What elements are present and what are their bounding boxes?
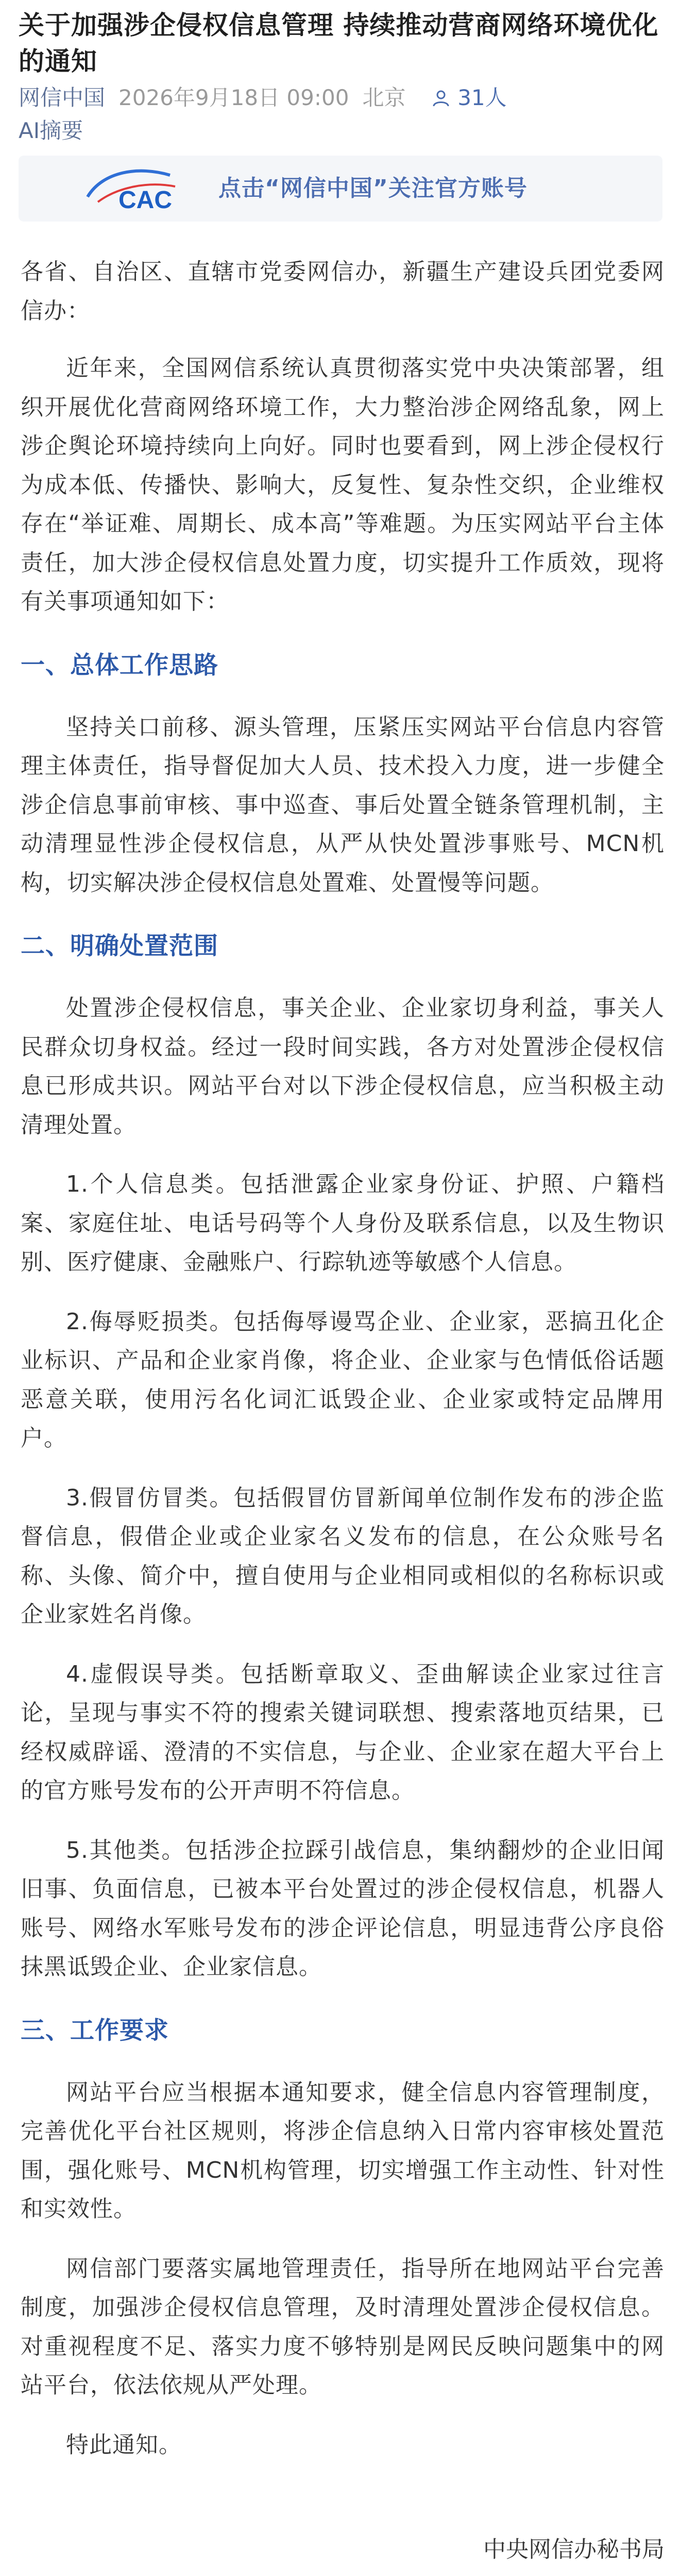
signature: 中央网信办秘书局 (483, 2536, 665, 2563)
follow-banner[interactable] (19, 156, 662, 222)
follow-banner-text: 点击“网信中国”关注官方账号 (218, 175, 528, 201)
publish-datetime: 2026年9月18日 09:00 (118, 85, 349, 110)
section-paragraph: 处置涉企侵权信息，事关企业、企业家切身利益，事关人民群众切身权益。经过一段时间实践，各方对处置涉企侵权信息已形成共识。网站平台对以下涉企侵权信息，应当积极主动清理处置。 (21, 995, 665, 1138)
section-paragraph: 网站平台应当根据本通知要求，健全信息内容管理制度，完善优化平台社区规则，将涉企信息纳入日常内容审核处置范围，强化账号、MCN机构管理，切实增强工作主动性、针对性和实效性。 (21, 2079, 665, 2222)
salutation: 各省、自治区、直辖市党委网信办，新疆生产建设兵团党委网信办： (21, 259, 665, 324)
section-paragraph: 5.其他类。包括涉企拉踩引战信息，集纳翻炒的企业旧闻旧事、负面信息，已被本平台处置过的涉企侵权信息，机器人账号、网络水军账号发布的涉企评论信息，明显违背公序良俗抹黑诋毁企业、企业家信息。 (21, 1837, 665, 1980)
publish-location: 北京 (362, 85, 406, 110)
section-paragraph: 1.个人信息类。包括泄露企业家身份证、护照、户籍档案、家庭住址、电话号码等个人身份及联系信息，以及生物识别、医疗健康、金融账户、行踪轨迹等敏感个人信息。 (21, 1171, 665, 1275)
ai-summary-link[interactable]: AI摘要 (19, 118, 83, 143)
intro-paragraph: 近年来，全国网信系统认真贯彻落实党中央决策部署，组织开展优化营商网络环境工作，大力整治涉企网络乱象，网上涉企舆论环境持续向上向好。同时也要看到，网上涉企侵权行为成本低、传播快、影响大，反复性、复杂性交织，企业维权存在“举证难、周期长、成本高”等难题。为压实网站平台主体责任，加大涉企侵权信息处置力度，切实提升工作质效，现将有关事项通知如下： (21, 355, 665, 615)
section-heading: 三、工作要求 (21, 2016, 169, 2045)
cac-logo-icon (82, 166, 196, 213)
section-paragraph: 4.虚假误导类。包括断章取义、歪曲解读企业家过往言论，呈现与事实不符的搜索关键词联想、搜索落地页结果，已经权威辟谣、澄清的不实信息，与企业、企业家在超大平台上的官方账号发布的公开声明不符信息。 (21, 1660, 665, 1804)
section-heading: 二、明确处置范围 (21, 932, 218, 960)
section-paragraph: 2.侮辱贬损类。包括侮辱谩骂企业、企业家，恶搞丑化企业标识、产品和企业家肖像，将企业、企业家与色情低俗话题恶意关联，使用污名化词汇诋毁企业、企业家或特定品牌用户。 (21, 1308, 665, 1451)
section-paragraph: 3.假冒仿冒类。包括假冒仿冒新闻单位制作发布的涉企监督信息，假借企业或企业家名义发布的信息，在公众账号名称、头像、简介中，擅自使用与企业相同或相似的名称标识或企业家姓名肖像。 (21, 1484, 665, 1628)
section-paragraph: 坚持关口前移、源头管理，压紧压实网站平台信息内容管理主体责任，指导督促加大人员、技术投入力度，进一步健全涉企信息事前审核、事中巡查、事后处置全链条管理机制，主动清理显性涉企侵权信息，从严从快处置涉事账号、MCN机构，切实解决涉企侵权信息处置难、处置慢等问题。 (21, 714, 665, 896)
follow-user-icon[interactable] (424, 85, 457, 110)
source-account-link[interactable]: 网信中国 (19, 85, 106, 110)
section-heading: 一、总体工作思路 (21, 651, 218, 680)
section-paragraph: 网信部门要落实属地管理责任，指导所在地网站平台完善制度，加强涉企侵权信息管理，及时清理处置涉企侵权信息。对重视程度不足、落实力度不够特别是网民反映问题集中的网站平台，依法依规从严处理。 (21, 2255, 665, 2398)
closing-line: 特此通知。 (66, 2431, 182, 2458)
article-body (21, 252, 665, 2576)
followers-count[interactable]: 31人 (457, 85, 507, 110)
svg-text:CAC: CAC (118, 187, 172, 213)
article-title: 关于加强涉企侵权信息管理 持续推动营商网络环境优化的通知 (19, 10, 659, 76)
article-meta (19, 83, 662, 112)
